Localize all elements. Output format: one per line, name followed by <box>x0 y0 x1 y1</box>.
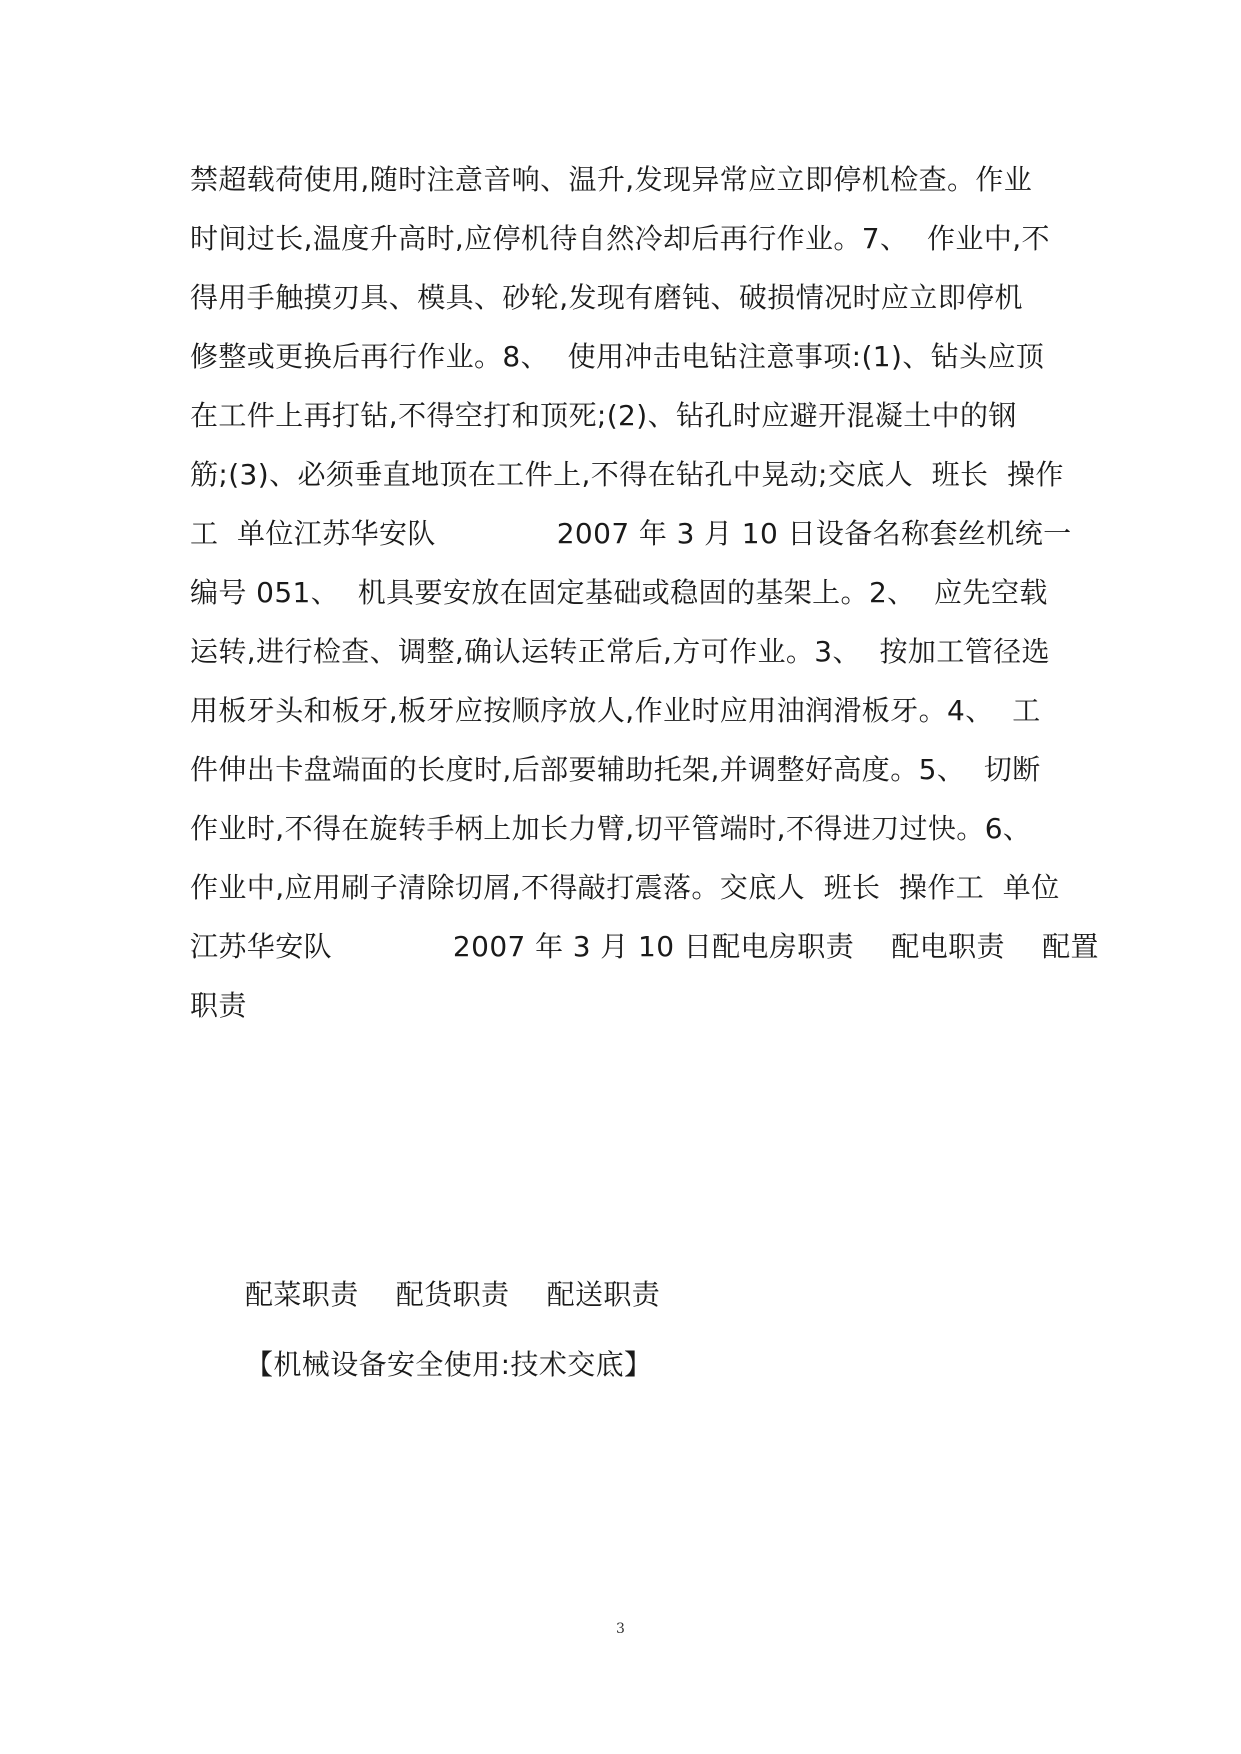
text-line: 修整或更换后再行作业。8、 使用冲击电钻注意事项:(1)、钻头应顶 <box>190 340 1045 373</box>
text-line: 禁超载荷使用,随时注意音响、温升,发现异常应立即停机检查。作业 <box>190 163 1033 196</box>
text-line: 时间过长,温度升高时,应停机待自然冷却后再行作业。7、 作业中,不 <box>190 222 1050 255</box>
text-line: 运转,进行检查、调整,确认运转正常后,方可作业。3、 按加工管径选 <box>190 635 1050 668</box>
text-line: 筋;(3)、必须垂直地顶在工件上,不得在钻孔中晃动;交底人 班长 操作 <box>190 458 1064 491</box>
text-line: 作业时,不得在旋转手柄上加长力臂,切平管端时,不得进刀过快。6、 <box>190 812 1032 845</box>
duties-paragraph: 配菜职责 配货职责 配送职责 <box>245 1278 661 1311</box>
text-line: 用板牙头和板牙,板牙应按顺序放人,作业时应用油润滑板牙。4、 工 <box>190 694 1041 727</box>
text-line: 江苏华安队 2007 年 3 月 10 日配电房职责 配电职责 配置 <box>190 930 1099 963</box>
text-line: 职责 <box>190 989 247 1022</box>
document-title-bracketed: 【机械设备安全使用:技术交底】 <box>245 1348 653 1381</box>
page-number: 3 <box>616 1621 625 1637</box>
text-line: 得用手触摸刃具、模具、砂轮,发现有磨钝、破损情况时应立即停机 <box>190 281 1023 314</box>
text-line: 件伸出卡盘端面的长度时,后部要辅助托架,并调整好高度。5、 切断 <box>190 753 1041 786</box>
body-paragraph <box>190 150 1099 1035</box>
text-line: 编号 051、 机具要安放在固定基础或稳固的基架上。2、 应先空载 <box>190 576 1048 609</box>
text-line: 作业中,应用刷子清除切屑,不得敲打震落。交底人 班长 操作工 单位 <box>190 871 1060 904</box>
text-line: 在工件上再打钻,不得空打和顶死;(2)、钻孔时应避开混凝土中的钢 <box>190 399 1017 432</box>
text-line: 工 单位江苏华安队 2007 年 3 月 10 日设备名称套丝机统一 <box>190 517 1072 550</box>
